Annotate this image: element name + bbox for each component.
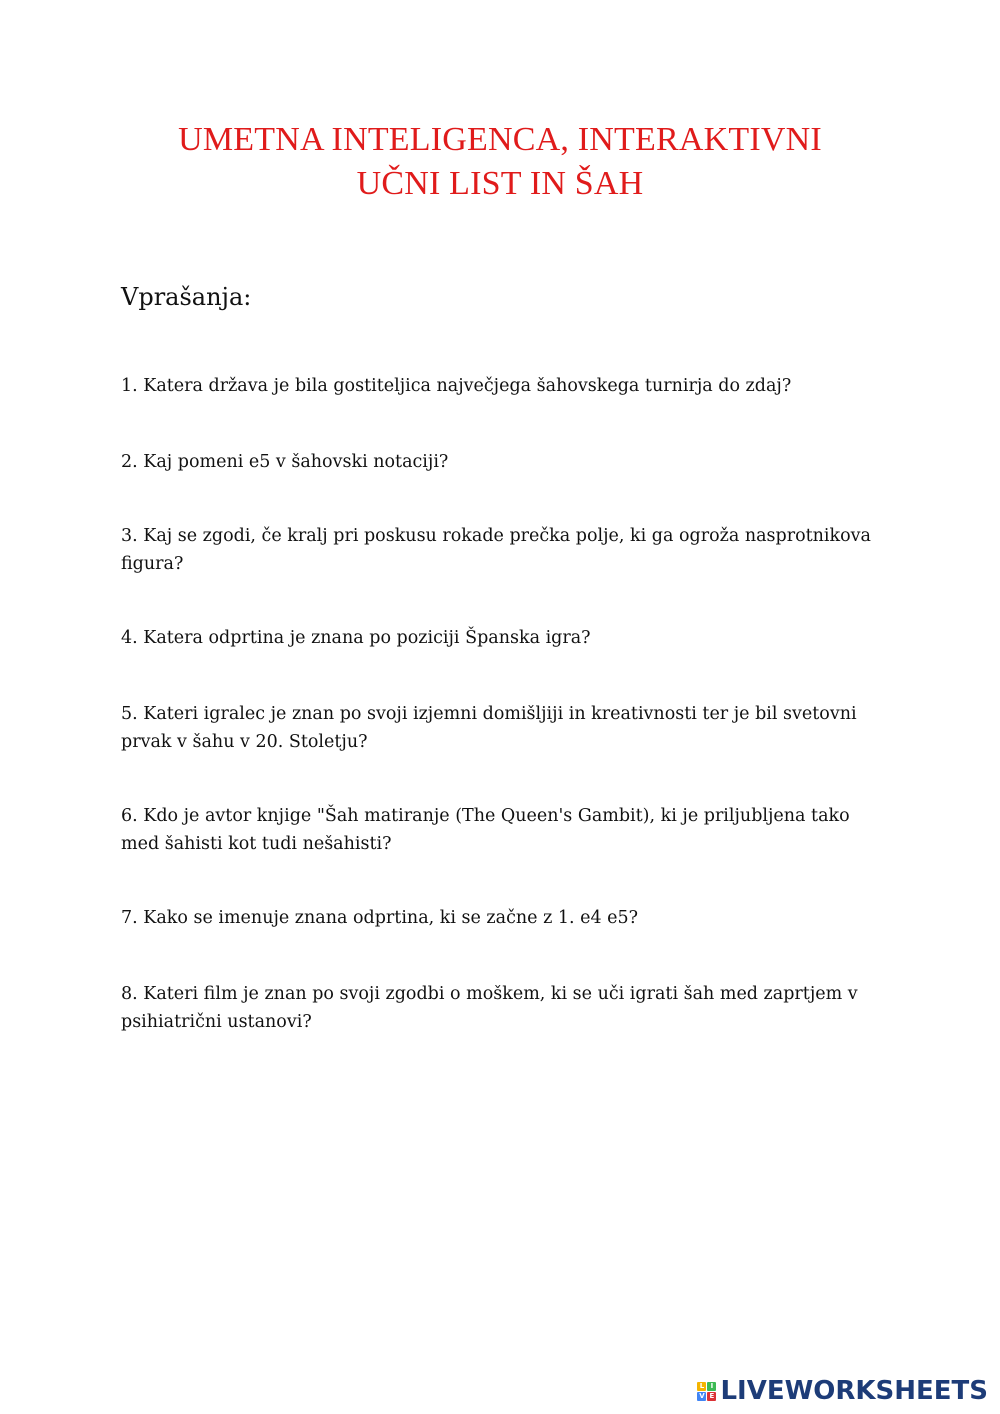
question-2: 2. Kaj pomeni e5 v šahovski notaciji? [121,452,449,472]
question-1: 1. Katera država je bila gostiteljica največjega šahovskega turnirja do zdaj? [121,376,792,396]
liveworksheets-logo-icon [697,1382,716,1401]
liveworksheets-logo [697,1376,988,1406]
question-3: 3. Kaj se zgodi, če kralj pri poskusu rokade prečka polje, ki ga ogroža nasprotnikova figura? [121,526,871,574]
logo-mark-tile-e: E [707,1392,716,1401]
question-6: 6. Kdo je avtor knjige "Šah matiranje (The Queen's Gambit), ki je priljubljena tako med šahisti kot tudi nešahisti? [121,806,850,854]
worksheet-title-line-2: UČNI LIST IN ŠAH [356,165,644,202]
question-7: 7. Kako se imenuje znana odprtina, ki se začne z 1. e4 e5? [121,908,639,928]
worksheet-title-line-1: UMETNA INTELIGENCA, INTERAKTIVNI [178,121,822,158]
questions-heading: Vprašanja: [121,283,252,311]
worksheet-title [0,118,1000,206]
logo-mark-tile-v: V [699,1391,705,1400]
logo-mark-tile-i: I [707,1382,716,1391]
logo-mark-tile-l: L [697,1382,706,1391]
question-5: 5. Kateri igralec je znan po svoji izjemni domišljiji in kreativnosti ter je bil svetovni prvak v šahu v 20. Stoletju? [121,704,857,752]
liveworksheets-logo-text: LIVEWORKSHEETS [720,1376,988,1406]
question-8: 8. Kateri film je znan po svoji zgodbi o moškem, ki se uči igrati šah med zaprtjem v psihiatrični ustanovi? [121,984,858,1032]
question-4: 4. Katera odprtina je znana po poziciji Španska igra? [121,628,591,648]
